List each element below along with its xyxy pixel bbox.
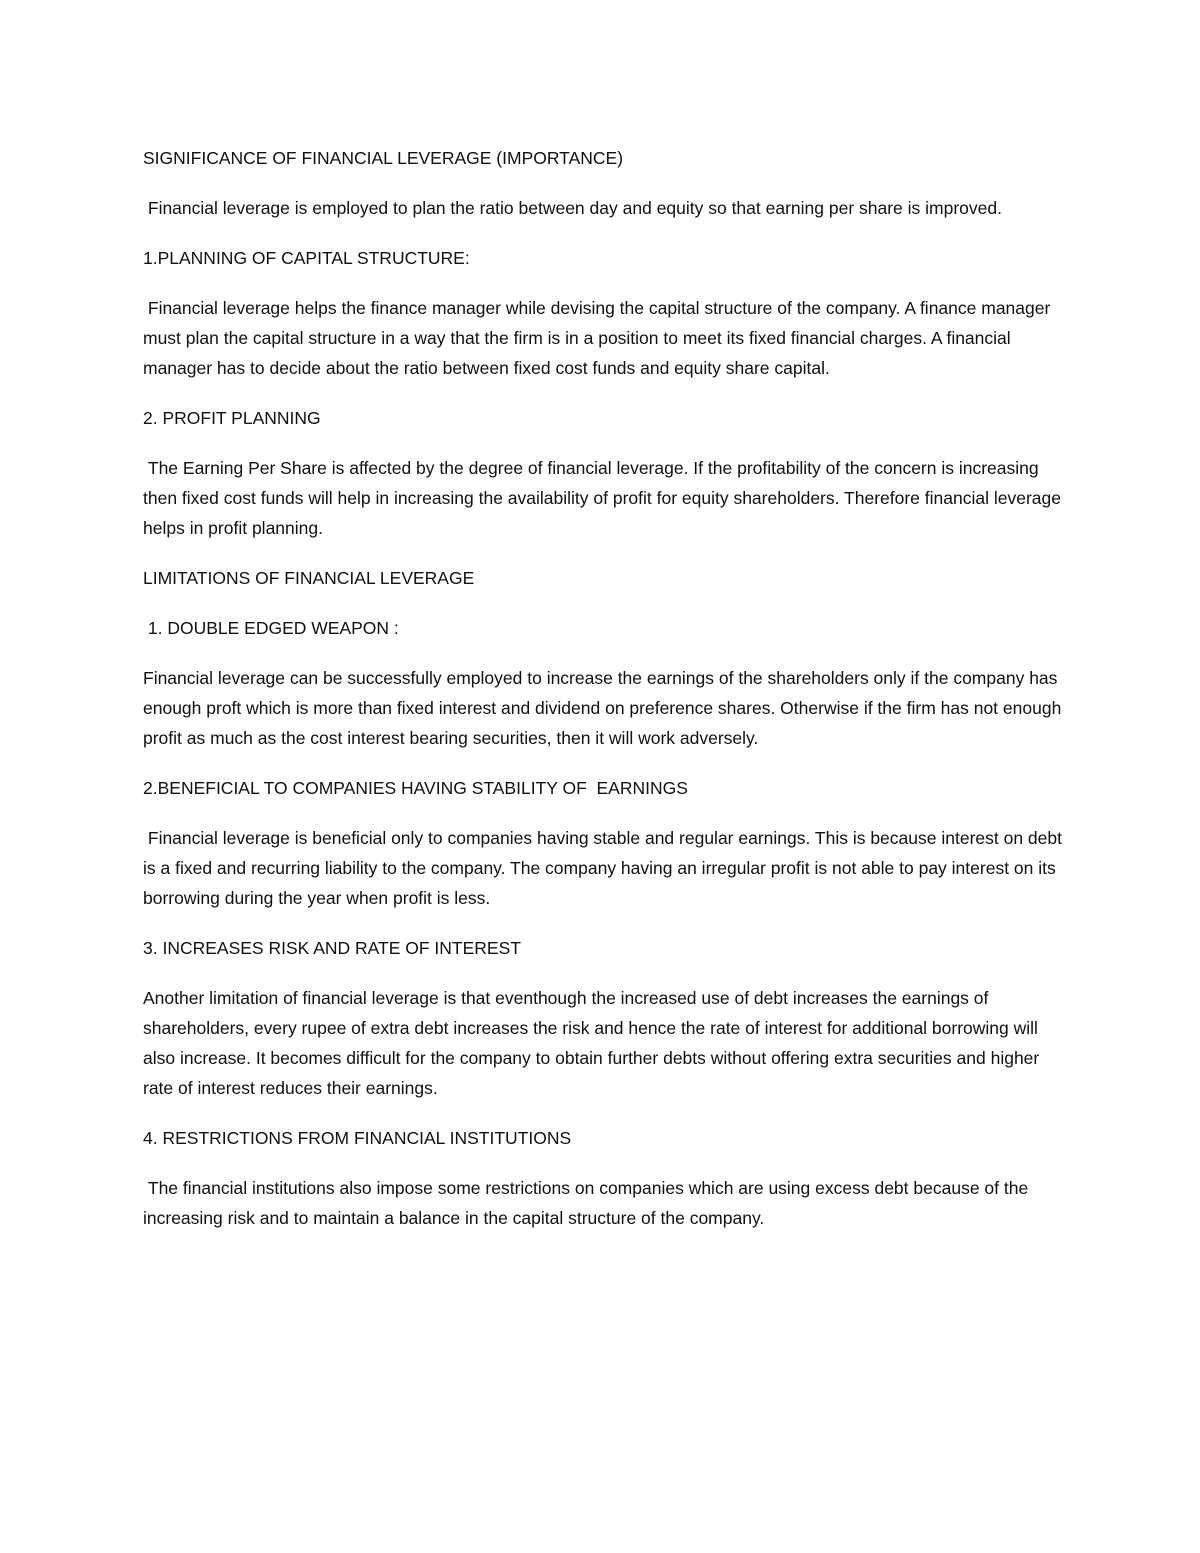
limitation-heading-stability: 2.BENEFICIAL TO COMPANIES HAVING STABILITY OF EARNINGS [143, 778, 688, 798]
limitation-text-restrictions: The financial institutions also impose some restrictions on companies which are using excess debt because of the increasing risk and to maintain a balance in the capital structure of the company. [143, 1178, 1034, 1228]
limitation-text-double-edged: Financial leverage can be successfully employed to increase the earnings of the shareholders only if the company has enough proft which is more than fixed interest and dividend on preference shares. Otherwise if the firm has not enough profit as much as the cost interest bearing securities, then it will work adversely. [143, 668, 1067, 748]
limitation-heading-risk: 3. INCREASES RISK AND RATE OF INTEREST [143, 938, 521, 958]
limitation-heading-restrictions: 4. RESTRICTIONS FROM FINANCIAL INSTITUTIONS [143, 1128, 572, 1148]
document-title: SIGNIFICANCE OF FINANCIAL LEVERAGE (IMPORTANCE) [143, 148, 624, 168]
limitation-heading-double-edged: 1. DOUBLE EDGED WEAPON : [143, 618, 399, 638]
intro-paragraph: Financial leverage is employed to plan the ratio between day and equity so that earning per share is improved. [143, 198, 1002, 218]
section-text-profit-planning: The Earning Per Share is affected by the degree of financial leverage. If the profitability of the concern is increasing then fixed cost funds will help in increasing the availability of profit for equity shareholders. Therefore financial leverage helps in profit planning. [143, 458, 1066, 538]
limitation-text-stability: Financial leverage is beneficial only to companies having stable and regular earnings. This is because interest on debt is a fixed and recurring liability to the company. The company having an irregular profit is not able to pay interest on its borrowing during the year when profit is less. [143, 828, 1067, 908]
limitations-title: LIMITATIONS OF FINANCIAL LEVERAGE [143, 568, 475, 588]
section-text-capital-structure: Financial leverage helps the finance manager while devising the capital structure of the company. A finance manager must plan the capital structure in a way that the firm is in a position to meet its fixed financial charges. A financial manager has to decide about the ratio between fixed cost funds and equity share capital. [143, 298, 1056, 378]
limitation-text-risk: Another limitation of financial leverage is that eventhough the increased use of debt increases the earnings of shareholders, every rupee of extra debt increases the risk and hence the rate of interest for additional borrowing will also increase. It becomes difficult for the company to obtain further debts without offering extra securities and higher rate of interest reduces their earnings. [143, 988, 1045, 1098]
section-heading-profit-planning: 2. PROFIT PLANNING [143, 408, 321, 428]
section-heading-capital-structure: 1.PLANNING OF CAPITAL STRUCTURE: [143, 248, 470, 268]
document-page [143, 143, 1067, 1253]
